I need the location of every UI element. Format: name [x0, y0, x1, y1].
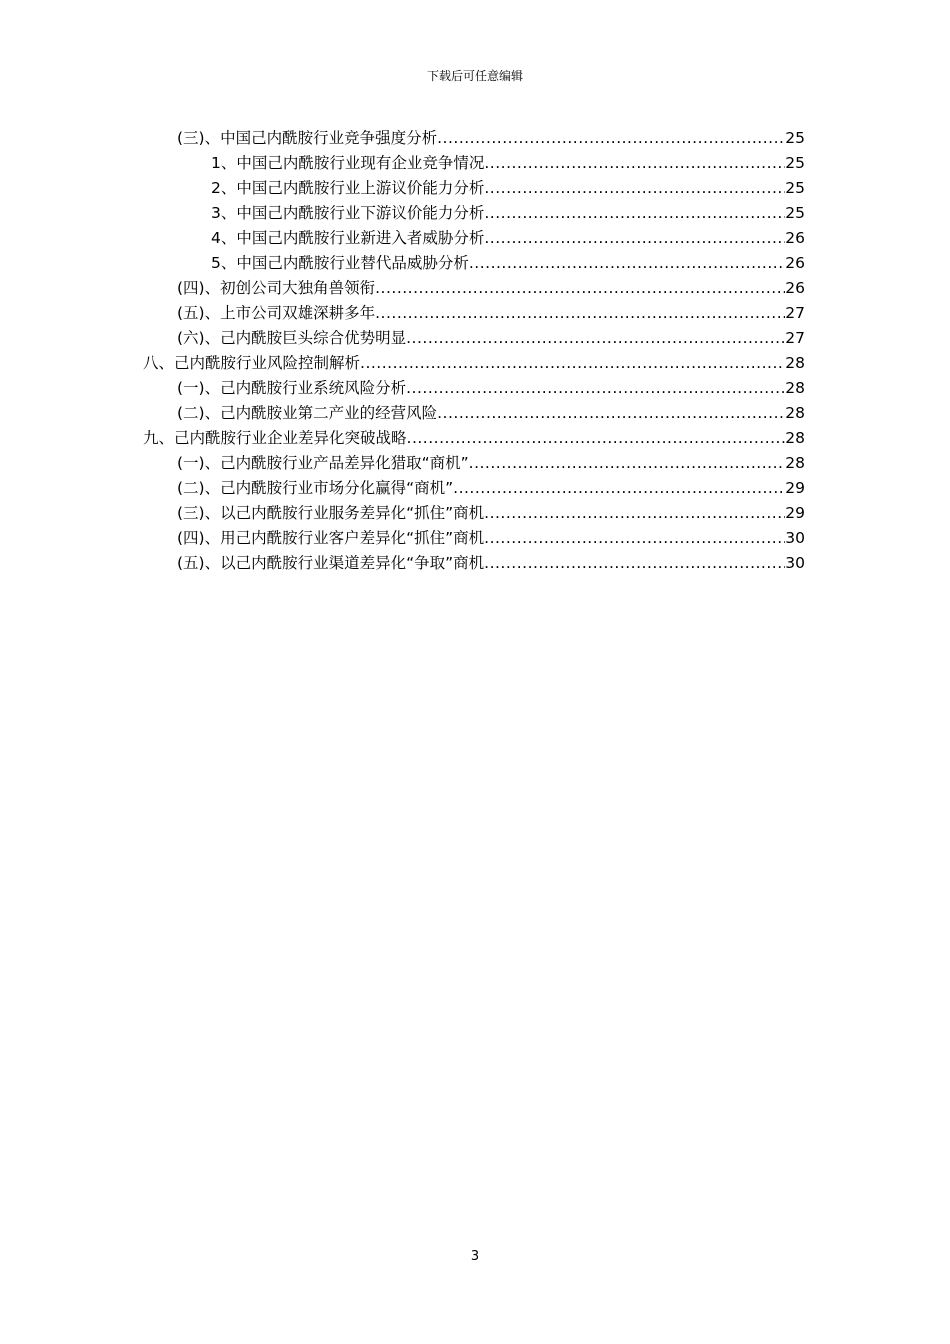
dot-leader [407, 426, 786, 450]
toc-entry-page: 26 [785, 229, 805, 247]
page-number: 3 [470, 1249, 480, 1264]
toc-entry[interactable] [143, 426, 805, 450]
toc-entry-page: 29 [785, 479, 805, 497]
toc-entry[interactable] [177, 401, 805, 425]
toc-entry-page: 28 [785, 354, 805, 372]
toc-entry[interactable] [211, 251, 805, 275]
dot-leader [375, 276, 785, 300]
toc-entry[interactable] [177, 451, 805, 475]
dot-leader [453, 476, 785, 500]
toc-entry-label: 九、己内酰胺行业企业差异化突破战略 [143, 429, 407, 447]
toc-entry[interactable] [177, 526, 805, 550]
toc-entry[interactable] [177, 276, 805, 300]
toc-entry-page: 26 [785, 279, 805, 297]
toc-entry[interactable] [211, 201, 805, 225]
toc-entry-page: 30 [785, 529, 805, 547]
dot-leader [484, 176, 785, 200]
toc-entry[interactable] [177, 501, 805, 525]
toc-entry[interactable] [177, 326, 805, 350]
toc-entry-label: (二)、己内酰胺行业市场分化赢得“商机” [177, 479, 454, 497]
toc-entry[interactable] [211, 151, 805, 175]
dot-leader [375, 301, 785, 325]
toc-entry[interactable] [177, 376, 805, 400]
toc-entry[interactable] [177, 551, 805, 575]
toc-entry-label: (六)、己内酰胺巨头综合优势明显 [177, 329, 407, 347]
toc-entry-label: 八、己内酰胺行业风险控制解析 [143, 354, 361, 372]
toc-entry-page: 28 [785, 429, 805, 447]
toc-entry-label: (三)、以己内酰胺行业服务差异化“抓住”商机 [177, 504, 485, 522]
toc-entry-page: 25 [785, 179, 805, 197]
dot-leader [437, 126, 785, 150]
toc-entry[interactable] [211, 176, 805, 200]
toc-entry-label: (二)、己内酰胺业第二产业的经营风险 [177, 404, 438, 422]
toc-entry-page: 25 [785, 204, 805, 222]
toc-entry[interactable] [177, 476, 805, 500]
toc-entry-page: 27 [785, 304, 805, 322]
dot-leader [484, 151, 785, 175]
toc-entry[interactable] [211, 226, 805, 250]
toc-entry-page: 26 [785, 254, 805, 272]
dot-leader [360, 351, 785, 375]
dot-leader [484, 551, 785, 575]
dot-leader [469, 451, 786, 475]
toc-entry-label: (四)、用己内酰胺行业客户差异化“抓住”商机 [177, 529, 485, 547]
toc-entry-label: 3、中国己内酰胺行业下游议价能力分析 [211, 204, 485, 222]
toc-entry-page: 30 [785, 554, 805, 572]
toc-entry-label: 2、中国己内酰胺行业上游议价能力分析 [211, 179, 485, 197]
dot-leader [484, 526, 785, 550]
toc-entry-page: 28 [785, 404, 805, 422]
toc-entry-label: 4、中国己内酰胺行业新进入者威胁分析 [211, 229, 485, 247]
dot-leader [484, 501, 785, 525]
toc-entry-page: 25 [785, 154, 805, 172]
dot-leader [406, 326, 785, 350]
toc-entry-page: 27 [785, 329, 805, 347]
toc-entry-page: 25 [785, 129, 805, 147]
toc-entry-page: 28 [785, 379, 805, 397]
toc-entry-label: (四)、初创公司大独角兽领衔 [177, 279, 376, 297]
toc-entry-label: (五)、上市公司双雄深耕多年 [177, 304, 376, 322]
toc-entry-label: (三)、中国己内酰胺行业竞争强度分析 [177, 129, 438, 147]
toc-entry[interactable] [177, 301, 805, 325]
toc-entry-page: 28 [785, 454, 805, 472]
toc-entry-label: 1、中国己内酰胺行业现有企业竞争情况 [211, 154, 485, 172]
toc-entry[interactable] [177, 126, 805, 150]
toc-entry-label: (一)、己内酰胺行业系统风险分析 [177, 379, 407, 397]
dot-leader [437, 401, 785, 425]
toc-entry-label: 5、中国己内酰胺行业替代品威胁分析 [211, 254, 469, 272]
toc-entry-label: (五)、以己内酰胺行业渠道差异化“争取”商机 [177, 554, 485, 572]
dot-leader [484, 226, 785, 250]
toc-entry-page: 29 [785, 504, 805, 522]
page-header: 下载后可任意编辑 [426, 69, 523, 83]
dot-leader [469, 251, 785, 275]
toc-entry[interactable] [143, 351, 805, 375]
dot-leader [406, 376, 785, 400]
toc-entry-label: (一)、己内酰胺行业产品差异化猎取“商机” [177, 454, 469, 472]
dot-leader [484, 201, 785, 225]
